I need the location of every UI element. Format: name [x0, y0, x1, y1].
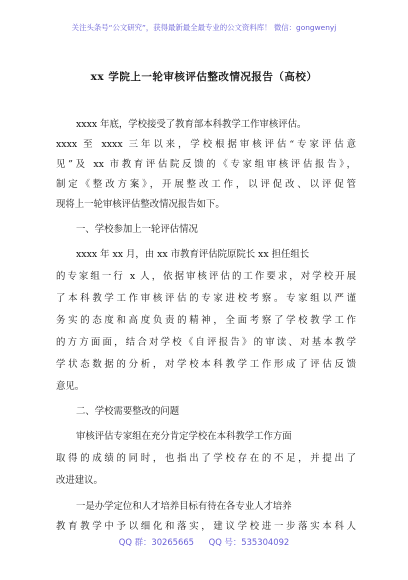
body-line: 意见。 — [56, 381, 85, 392]
body-line: 改进建议。 — [56, 475, 103, 486]
body-line: xxxx 年底，学校接受了教育部本科教学工作审核评估。 — [76, 119, 307, 130]
body-line: 学状态数据的分析，对学校本科教学工作形成了评估反馈 — [56, 359, 356, 370]
body-line: 的方方面面，结合对学校《自评报告》的审读、对基本教学 — [56, 337, 356, 348]
qq-group-text: QQ 群：30265665 — [118, 537, 194, 547]
body-line: 取得的成绩的同时，也指出了学校存在的不足，并提出了 — [56, 453, 356, 464]
body-line: 务实的态度和高度负责的精神，全面考察了学校教学工作 — [56, 315, 356, 326]
body-line: 的专家组一行 x 人，依据审核评估的工作要求，对学校开展 — [56, 271, 356, 282]
section-heading: 一、学校参加上一轮评估情况 — [76, 224, 198, 235]
body-line: xxxx 年 xx 月，由 xx 市教育评估院原院长 xx 担任组长 — [76, 249, 310, 260]
body-line: 制定《整改方案》，开展整改工作，以评促改、以评促管 — [56, 179, 356, 190]
body-line: 一是办学定位和人才培养目标有待在各专业人才培养 — [76, 501, 292, 512]
contact-footer — [0, 536, 408, 548]
document-title: xx 学院上一轮审核评估整改情况报告（高校） — [90, 71, 318, 83]
body-line: 了本科教学工作审核评估的专家进校考察。专家组以严谨 — [56, 293, 356, 304]
body-line: 教育教学中予以细化和落实，建议学校进一步落实本科人 — [56, 521, 356, 532]
body-line: 审核评估专家组在充分肯定学校在本科教学工作方面 — [76, 431, 292, 442]
body-line: 见”及 xx 市教育评估院反馈的《专家组审核评估报告》， — [56, 159, 356, 170]
section-heading: 二、学校需要整改的问题 — [76, 406, 180, 417]
promo-banner: 关注头条号“公文研究”，获得最新最全最专业的公文资料库！ 微信：gongwenyj — [71, 23, 337, 32]
body-line: xxxx 至 xxxx 三年以来，学校根据审核评估“专家评估意 — [56, 139, 356, 150]
qq-number-text: QQ 号：535304092 — [208, 537, 290, 547]
body-line: 现将上一轮审核评估整改情况报告如下。 — [56, 199, 225, 210]
